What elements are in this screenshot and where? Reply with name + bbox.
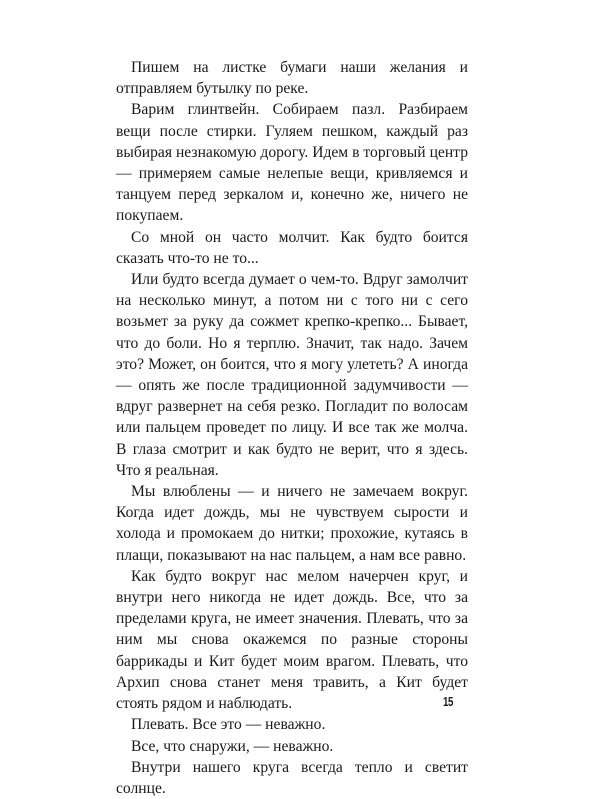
paragraph: Все, что снаружи, — неважно. (131, 737, 334, 755)
paragraph: Внутри нашего круга всегда тепло и светит солнце. (116, 758, 468, 797)
paragraph: Со мной он часто молчит. Как будто боится сказать что-то не то... (116, 228, 468, 267)
body-text (116, 57, 468, 799)
paragraph: Плевать. Все это — неважно. (131, 716, 326, 734)
page-number: 15 (443, 694, 454, 709)
paragraph: Как будто вокруг нас мелом начерчен круг, и внутри него никогда не идет дождь. Все, что за пределами круга, не имеет значения. Плевать, что за ним мы снова окажемся по разные стороны баррикады и Кит будет моим врагом. Плевать, что Архип снова станет меня травить, а Кит будет стоять рядом и наблюдать. (116, 567, 468, 713)
paragraph: Или будто всегда думает о чем-то. Вдруг замолчит на несколько минут, а потом ни с того ни с сего возьмет за руку да сожмет крепко-крепко... Бывает, что до боли. Но я терплю. Значит, так надо. Зачем это? Может, он боится, что я могу улететь? А иногда — опять же после традиционной задумчивости — вдруг развернет на себя резко. Погладит по волосам или пальцем проведет по лицу. И все так же молча. В глаза смотрит и как будто не верит, что я здесь. Что я реальная. (116, 271, 468, 479)
paragraph: Варим глинтвейн. Собираем пазл. Разбираем вещи после стирки. Гуляем пешком, каждый раз выбирая незнакомую дорогу. Идем в торговый центр — примеряем самые нелепые вещи, кривляемся и танцуем перед зеркалом и, конечно же, ничего не покупаем. (116, 101, 468, 225)
paragraph: Пишем на листке бумаги наши желания и отправляем бутылку по реке. (116, 59, 468, 98)
paragraph: Мы влюблены — и ничего не замечаем вокруг. Когда идет дождь, мы не чувствуем сырости и холода и промокаем до нитки; прохожие, кутаясь в плащи, показывают на нас пальцем, а нам все равно. (116, 483, 468, 564)
